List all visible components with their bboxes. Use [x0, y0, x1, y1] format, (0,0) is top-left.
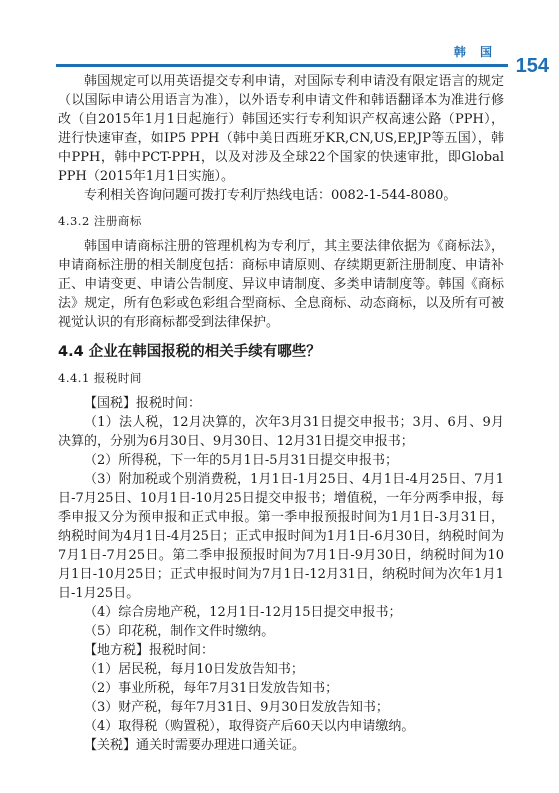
- page-header: [0, 0, 559, 76]
- local-tax-item: （1）居民税，每月10日发放告知书；: [84, 662, 304, 677]
- local-tax-item: （4）取得税（购置税），取得资产后60天以内申请缴纳。: [84, 719, 415, 734]
- local-tax-item: （3）财产税，每年7月31日、9月30日发放告知书；: [84, 700, 389, 715]
- national-tax-item: （2）所得税，下一年的5月1日-5月31日提交申报书；: [84, 453, 399, 468]
- running-header-country: 韩 国: [453, 45, 497, 59]
- patent-hotline-paragraph: 专利相关咨询问题可拨打专利厅热线电话：0082-1-544-8080。: [84, 188, 457, 203]
- national-tax-item: （4）综合房地产税，12月1日-12月15日提交申报书；: [84, 605, 402, 620]
- national-tax-item: （1）法人税，12月决算的，次年3月31日提交申报书；3月、6月、9月决算的，分别为6月30日、9月30日、12月31日提交申报书；: [58, 415, 504, 449]
- national-tax-title: 【国税】报税时间：: [84, 396, 202, 411]
- local-tax-item: （2）事业所税，每年7月31日发放告知书；: [84, 681, 339, 696]
- section-heading-4-4: 4.4 企业在韩国报税的相关手续有哪些？: [58, 344, 321, 360]
- page-body: [58, 72, 504, 755]
- section-heading-4-4-1: 4.4.1 报税时间: [58, 371, 142, 385]
- section-heading-4-3-2: 4.3.2 注册商标: [58, 214, 142, 228]
- customs-tax-line: 【关税】通关时需要办理进口通关证。: [84, 738, 306, 753]
- header-rule: [56, 64, 508, 67]
- trademark-paragraph: 韩国申请商标注册的管理机构为专利厅，其主要法律依据为《商标法》，申请商标注册的相关制度包括：商标申请原则、存续期更新注册制度、申请补正、申请变更、申请公告制度、异议申请制度、多类申请制度等。韩国《商标法》规定，所有色彩或色彩组合型商标、全息商标、动态商标，以及所有可被视觉认识的有形商标都受到法律保护。: [58, 239, 504, 330]
- national-tax-item: （3）附加税或个别消费税，1月1日-1月25日、4月1日-4月25日、7月1日-7月25日、10月1日-10月25日提交申报书；增值税，一年分两季申报，每季申报又分为预申报和正式申报。第一季申报预报时间为1月1日-3月31日，纳税时间为4月1日-4月25日；正式申报时间为1月1日-6月30日，纳税时间为7月1日-7月25日。第二季申报预报时间为7月1日-9月30日，纳税时间为10月1日-10月25日；正式申报时间为7月1日-12月31日，纳税时间为次年1月1日-1月25日。: [58, 472, 504, 601]
- page-number: 154: [515, 55, 549, 77]
- local-tax-title: 【地方税】报税时间：: [84, 643, 215, 658]
- national-tax-item: （5）印花税，制作文件时缴纳。: [84, 624, 275, 639]
- patent-language-paragraph: 韩国规定可以用英语提交专利申请，对国际专利申请没有限定语言的规定（以国际申请公用语言为准），以外语专利申请文件和韩语翻译本为准进行修改（自2015年1月1日起施行）韩国还实行专利知识产权高速公路（PPH），进行快速审查，如IP5 PPH（韩中美日西班牙KR,CN,US,EP,JP等五国），韩中PPH，韩中PCT-PPH，以及对涉及全球22个国家的快速审批，即Global PPH（2015年1月1日实施）。: [58, 74, 504, 184]
